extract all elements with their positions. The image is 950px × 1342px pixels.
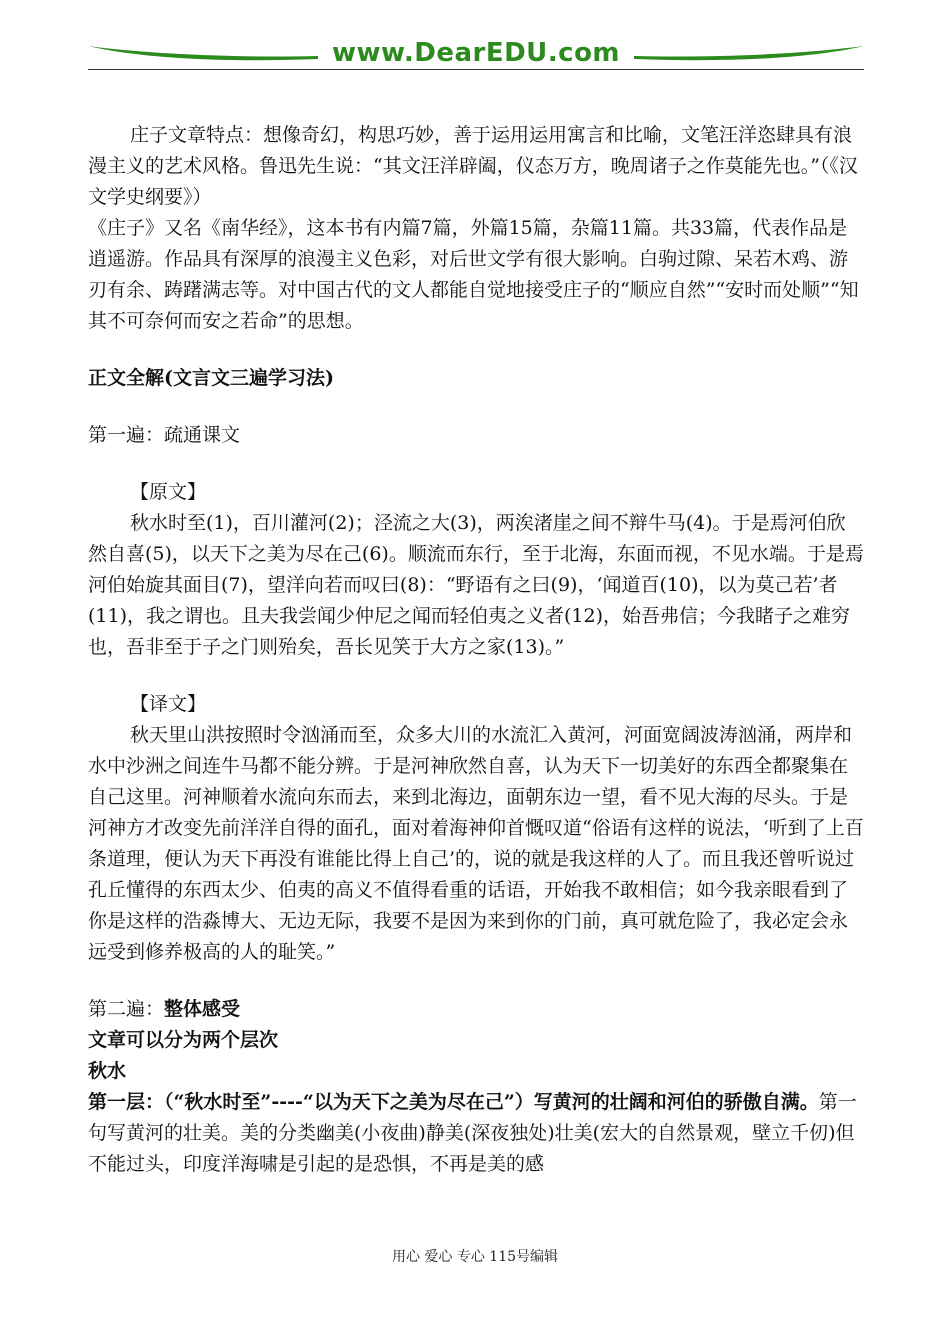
translation-heading: 【译文】 <box>130 693 207 715</box>
pass2-heading <box>88 994 864 1025</box>
layers-title: 文章可以分为两个层次 <box>88 1029 279 1051</box>
page-footer: 用心 爱心 专心 115号编辑 <box>391 1249 559 1265</box>
intro-paragraph-1: 庄子文章特点：想像奇幻，构思巧妙，善于运用运用寓言和比喻，文笔汪洋恣肆具有浪漫主义的艺术风格。鲁迅先生说：“其文汪洋辟阖，仪态万方，晚周诸子之作莫能先也。”（《汉文学史纲要》） <box>88 124 858 208</box>
page-header <box>88 32 864 74</box>
site-logo-text[interactable]: www.DearEDU.com <box>331 38 621 68</box>
section-title: 正文全解(文言文三遍学习法) <box>88 367 334 389</box>
original-text: 秋水时至(1)，百川灌河(2)；泾流之大(3)，两涘渚崖之间不辩牛马(4)。于是焉河伯欣然自喜(5)，以天下之美为尽在己(6)。顺流而东行，至于北海，东面而视，不见水端。于是焉河伯始旋其面目(7)，望洋向若而叹曰(8)：“野语有之曰(9)，‘闻道百(10)，以为莫己若’者(11)，我之谓也。且夫我尝闻少仲尼之闻而轻伯夷之义者(12)，始吾弗信；今我睹子之难穷也，吾非至于子之门则殆矣，吾长见笑于大方之家(13)。” <box>88 512 864 658</box>
pass2-title: 整体感受 <box>164 998 241 1020</box>
pass1-heading: 第一遍：疏通课文 <box>88 424 241 446</box>
intro-paragraph-2: 《庄子》又名《南华经》，这本书有内篇7篇，外篇15篇，杂篇11篇。共33篇，代表作品是逍遥游。作品具有深厚的浪漫主义色彩，对后世文学有很大影响。白驹过隙、呆若木鸡、游刃有余、踌躇满志等。对中国古代的文人都能自觉地接受庄子的“顺应自然”“安时而处顺”“知其不可奈何而安之若命”的思想。 <box>88 217 859 332</box>
translation-text: 秋天里山洪按照时令汹涌而至，众多大川的水流汇入黄河，河面宽阔波涛汹涌，两岸和水中沙洲之间连牛马都不能分辨。于是河神欣然自喜，认为天下一切美好的东西全都聚集在自己这里。河神顺着水流向东而去，来到北海边，面朝东边一望，看不见大海的尽头。于是河神方才改变先前洋洋自得的面孔，面对着海神仰首慨叹道“俗语有这样的说法，‘听到了上百条道理，便认为天下再没有谁能比得上自己’的，说的就是我这样的人了。而且我还曾听说过孔丘懂得的东西太少、伯夷的高义不值得看重的话语，开始我不敢相信；如今我亲眼看到了你是这样的浩淼博大、无边无际，我要不是因为来到你的门前，真可就危险了，我必定会永远受到修养极高的人的耻笑。” <box>88 724 864 963</box>
original-heading: 【原文】 <box>130 481 207 503</box>
header-divider <box>88 69 864 70</box>
layer1-paragraph <box>88 1087 864 1180</box>
layer1-text: 第一句写黄河的壮美。美的分类幽美(小夜曲)静美(深夜独处)壮美(宏大的自然景观，壁立千仞)但不能过头，印度洋海啸是引起的是恐惧，不再是美的感 <box>88 1091 857 1175</box>
layer1-bold: 第一层：（“秋水时至”----“以为天下之美为尽在己”）写黄河的壮阔和河伯的骄傲自满。 <box>88 1091 819 1113</box>
pass2-label: 第二遍： <box>88 998 165 1020</box>
document-body <box>88 120 864 1180</box>
qiushui-heading: 秋水 <box>88 1060 127 1082</box>
